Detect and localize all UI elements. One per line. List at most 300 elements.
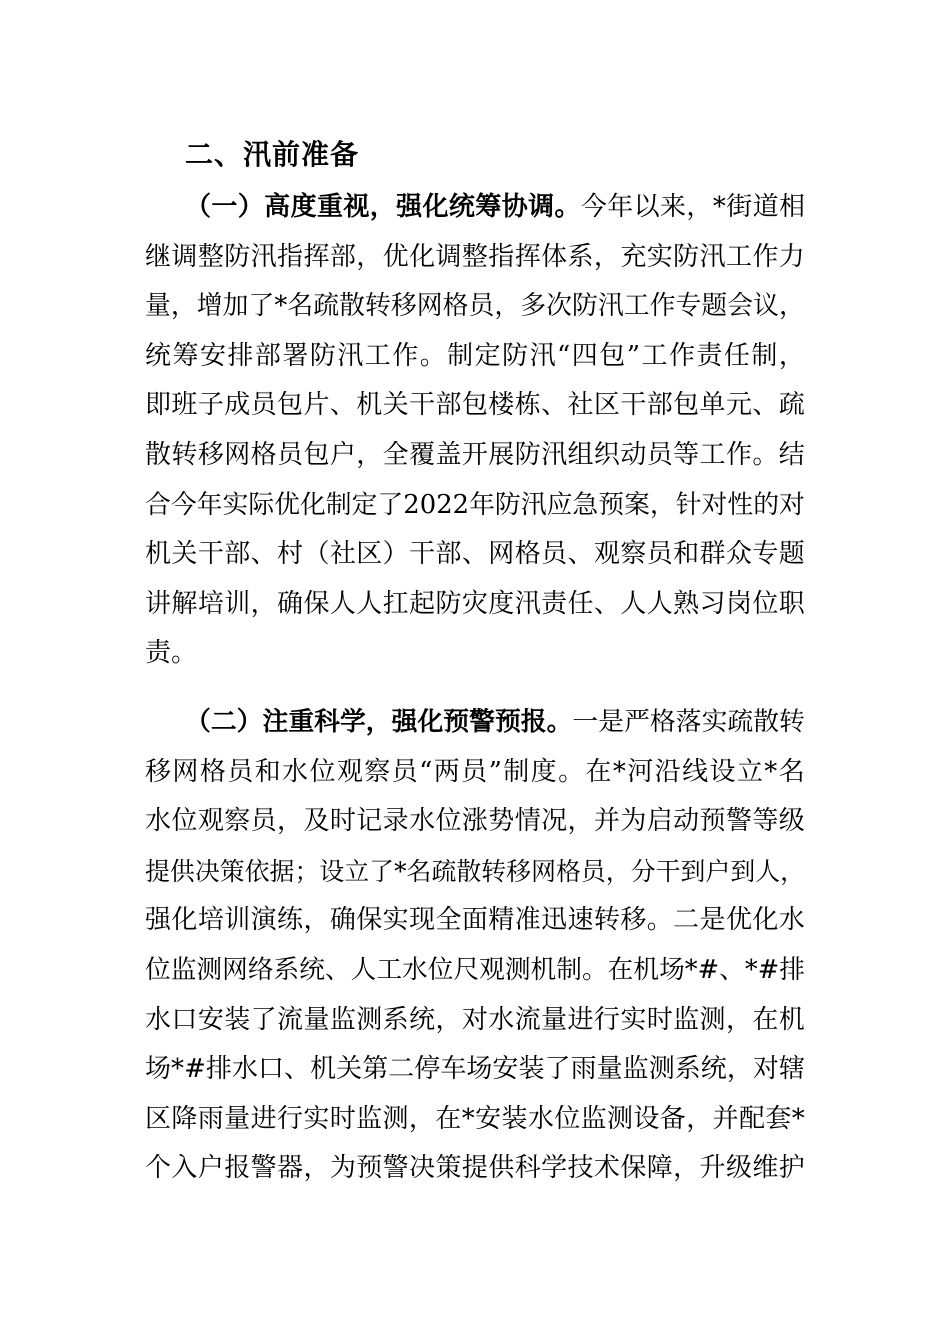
paragraph-line-text-char: 指	[277, 241, 304, 272]
paragraph-1-bold-lead-char: 统	[448, 192, 475, 222]
paragraph-line-text-char: 转	[481, 856, 507, 886]
paragraph-line-text-char: 题	[701, 291, 728, 322]
paragraph-line-text-char: 任	[567, 588, 594, 619]
paragraph-line-text-char: 测	[607, 1103, 634, 1134]
paragraph-line-text-char: ，	[303, 905, 330, 936]
paragraph-line-text-char: 实	[303, 1103, 330, 1134]
paragraph-line-text-char: 、	[461, 539, 488, 570]
paragraph-line-text-char: 人	[755, 856, 781, 886]
paragraph-line-text-char: ，	[170, 291, 197, 322]
paragraph-line-text-char: 干	[197, 539, 224, 570]
paragraph-line-text-char: “	[557, 340, 571, 371]
section-heading: 二、汛前准备	[185, 138, 360, 171]
paragraph-line-text-char: 线	[682, 756, 709, 787]
paragraph-line-text-char: 系	[567, 241, 594, 272]
paragraph-line-text-char: 责	[541, 588, 568, 619]
paragraph-line-text-char: 警	[725, 806, 752, 837]
paragraph-line-text-char: 记	[356, 806, 383, 837]
paragraph-line-text-char: 汛	[250, 241, 277, 272]
paragraph-line-text-char: 观	[479, 954, 505, 985]
paragraph-line-text-char: 尺	[453, 954, 480, 985]
paragraph-line-text-char: 网	[488, 539, 515, 570]
paragraph-line-text-char: 讲	[145, 588, 172, 619]
paragraph-line-text-char: 、	[567, 539, 594, 570]
paragraph-line-text-char: 保	[356, 905, 383, 936]
paragraph-line-text-char: 排	[779, 954, 805, 985]
paragraph-line-text-char: 户	[197, 1153, 224, 1184]
paragraph-line-text-char: 装	[518, 1054, 545, 1085]
paragraph-line-text-char: 汛	[541, 439, 568, 470]
paragraph-line-text-char: 四	[571, 340, 598, 371]
paragraph-line	[145, 233, 805, 283]
paragraph-line	[145, 748, 805, 798]
paragraph-line-text-char: 安	[197, 1004, 224, 1035]
paragraph-line-text-char: *	[684, 954, 698, 985]
paragraph-line-text-char: 防	[514, 439, 541, 470]
paragraph-line-text-char: 。	[646, 905, 673, 936]
paragraph-line-text-char: 防	[571, 291, 598, 322]
paragraph-line-text-char: ）	[382, 539, 409, 570]
paragraph-line-text-char: 立	[736, 756, 763, 787]
paragraph-line-text-char: 升	[699, 1153, 726, 1184]
paragraph-line-text-char: 供	[169, 856, 195, 886]
paragraph-line-text-char: 展	[488, 439, 515, 470]
paragraph-1-bold-lead-char: 视	[343, 192, 370, 222]
paragraph-line-text-char: 统	[700, 1054, 727, 1085]
paragraph-line-text-char: 整	[461, 241, 488, 272]
paragraph-line-text-char: 排	[227, 340, 254, 371]
paragraph-line-text-char: 名	[287, 291, 314, 322]
paragraph-line-text-char: 停	[414, 1054, 441, 1085]
paragraph-line-text-char: 2	[403, 489, 420, 520]
paragraph-line-text-char: ，	[494, 291, 521, 322]
paragraph-line-text-char: 关	[171, 539, 198, 570]
paragraph-line-text-char: 进	[567, 1004, 594, 1035]
paragraph-line-text-char: 化	[299, 489, 326, 520]
paragraph-line-text-char: 部	[254, 340, 281, 371]
paragraph-line-text-char: 议	[753, 291, 779, 322]
paragraph-line-text-char: 行	[276, 1103, 303, 1134]
paragraph-line-text-char: ”	[626, 340, 641, 371]
paragraph-line-text-char: 监	[170, 954, 197, 985]
paragraph-line-text-char: 户	[705, 856, 731, 886]
paragraph-line-text-char: 作	[649, 291, 676, 322]
paragraph-line-text-char: 级	[725, 1153, 752, 1184]
paragraph-line-text-char: 增	[196, 291, 223, 322]
paragraph-2-bold-lead-char: 重	[288, 707, 315, 737]
paragraph-line	[145, 580, 805, 630]
paragraph-line-text-char: 对	[461, 1004, 488, 1035]
paragraph-line-text-char: 在	[435, 1103, 462, 1134]
paragraph-line-text-char: *	[791, 1103, 805, 1134]
paragraph-line-text-char: 制	[503, 756, 530, 787]
paragraph-line-text-char: 两	[433, 756, 460, 787]
paragraph-line-text-char: 开	[461, 439, 488, 470]
paragraph-line-text-char: 工	[623, 291, 650, 322]
paragraph-line-text-char: 整	[197, 241, 224, 272]
paragraph-line-text-char: 片	[303, 390, 330, 421]
paragraph-line-text-char: 加	[222, 291, 249, 322]
paragraph-line-text-char: 监	[673, 1004, 700, 1035]
paragraph-line-text-char: *	[171, 1054, 185, 1085]
paragraph-line-text-char: 优	[382, 241, 409, 272]
paragraph-line-text-char: 分	[630, 856, 656, 886]
paragraph-line-text-char: 位	[554, 1103, 581, 1134]
paragraph-line-text-char: 多	[520, 291, 547, 322]
paragraph-line-text-char: 提	[145, 856, 170, 886]
paragraph-line-text-char: 机	[530, 954, 557, 985]
paragraph-line-text-char: 量	[145, 291, 171, 322]
paragraph-1	[145, 183, 805, 679]
paragraph-line-text-char: 人	[350, 954, 377, 985]
paragraph-line-text-char: 干	[620, 390, 647, 421]
paragraph-line-text-char: 在	[752, 1004, 779, 1035]
paragraph-line-text-char: 汛	[514, 588, 541, 619]
paragraph-1-bold-lead-char: 协	[501, 192, 528, 222]
paragraph-line-text-char: 际	[248, 489, 275, 520]
paragraph-line-text-char: #	[697, 954, 720, 985]
paragraph-line-text-char: 作	[725, 439, 752, 470]
paragraph-line-text-char: 和	[673, 539, 700, 570]
paragraph-line-text-char: 作	[392, 340, 419, 371]
paragraph-line-text-char: ，	[605, 856, 631, 886]
paragraph-line-text-char: 关	[336, 1054, 363, 1085]
paragraph-line-text-char: 实	[620, 1004, 647, 1035]
paragraph-line-text-char: 挥	[303, 241, 330, 272]
paragraph-line-text-char: 机	[778, 1004, 805, 1035]
paragraph-line-text-char: ；	[294, 856, 320, 886]
paragraph-1-bold-lead-char: （	[185, 192, 212, 222]
paragraph-line-text-char: 机	[310, 1054, 337, 1085]
paragraph-1-bold-lead-char: ，	[369, 192, 396, 222]
paragraph-line-text-char: 了	[544, 1054, 571, 1085]
paragraph-line-text-char: 元	[725, 390, 752, 421]
paragraph-line-text-char: 时	[646, 1004, 673, 1035]
paragraph-line-text-char: 制	[325, 489, 352, 520]
paragraph-line-text-char: 决	[194, 856, 220, 886]
paragraph-line-text-char: 面	[461, 905, 488, 936]
paragraph-line-text-char: 网	[416, 291, 443, 322]
paragraph-line-text-char: ，	[277, 806, 304, 837]
paragraph-line-text-char: 、	[719, 954, 745, 985]
paragraph-line-text-char: 员	[541, 539, 568, 570]
paragraph-line	[145, 946, 805, 996]
paragraph-2-bold-lead-char: 。	[546, 707, 573, 737]
paragraph-line-text-char: 为	[620, 806, 647, 837]
paragraph-2-bold-lead-char: 预	[494, 707, 521, 737]
paragraph-line-text-char: 位	[752, 588, 779, 619]
paragraph-line-text-char: 作	[668, 340, 695, 371]
paragraph-line-text-char: ，	[593, 241, 620, 272]
paragraph-line-text-char: 制	[556, 954, 582, 985]
paragraph-line	[145, 797, 805, 847]
paragraph-line-text-char: 员	[391, 756, 418, 787]
paragraph-line-text-char: 作	[752, 241, 779, 272]
paragraph-line-text-char: 转	[593, 905, 620, 936]
paragraph-line	[145, 847, 805, 897]
paragraph-1-bold-lead-char: 一	[211, 192, 238, 222]
paragraph-line-text-char: 网	[172, 756, 199, 787]
paragraph-line-text-char: 等	[673, 439, 700, 470]
paragraph-line-text-char: 场	[145, 1054, 172, 1085]
paragraph-line-text-char: 疏	[431, 856, 457, 886]
paragraph-line-text-char: 二	[388, 1054, 415, 1085]
paragraph-line-text-char: 责	[696, 340, 723, 371]
paragraph-line-text-char: 障	[646, 1153, 673, 1184]
paragraph-line-text-char: 训	[224, 588, 251, 619]
paragraph-line-text-char: *	[394, 856, 407, 886]
paragraph-line-text-char: 决	[409, 1153, 436, 1184]
paragraph-line-text-char: 量	[224, 1103, 251, 1134]
paragraph-line-text-char: 启	[646, 806, 673, 837]
paragraph-2-bold-lead-char: 二	[210, 707, 237, 737]
paragraph-line-text-char: 实	[646, 241, 673, 272]
paragraph-line-text-char: 年	[469, 489, 495, 520]
paragraph-line-text-char: 移	[620, 905, 647, 936]
paragraph-line-text-char: 转	[171, 439, 198, 470]
paragraph-line-text-char: *	[612, 756, 626, 787]
paragraph-line-text-char: 机	[356, 390, 383, 421]
paragraph-line-text-char: 机	[633, 954, 660, 985]
paragraph-line-text-char: 人	[620, 588, 647, 619]
paragraph-line-text-char: 动	[673, 806, 700, 837]
paragraph-line-text-char: 散	[456, 856, 482, 886]
paragraph-line-text-char: 严	[624, 707, 650, 737]
paragraph-line-text-char: 统	[299, 954, 325, 985]
paragraph-line-text-char: 统	[409, 1004, 436, 1035]
paragraph-line-text-char: 场	[466, 1054, 493, 1085]
paragraph-line-text-char: 员	[468, 291, 495, 322]
paragraph-line-text-char: 防	[502, 340, 529, 371]
paragraph-line-text-char: 立	[344, 856, 370, 886]
paragraph-line-text-char: 、	[284, 1054, 311, 1085]
paragraph-line-text-char: 年	[607, 192, 634, 222]
paragraph-line-text-char: 栋	[514, 390, 541, 421]
paragraph-line-text-char: 关	[382, 390, 409, 421]
paragraph-line-text-char: 工	[699, 439, 726, 470]
paragraph-line-text-char: 了	[248, 291, 275, 322]
paragraph-line-text-char: 级	[778, 806, 805, 837]
paragraph-line-text-char: ，	[778, 340, 805, 371]
paragraph-line-text-char: 保	[303, 588, 330, 619]
paragraph-line-text-char: *	[764, 756, 778, 787]
paragraph-line-text-char: 确	[329, 905, 356, 936]
paragraph-line-text-char: 精	[488, 905, 515, 936]
paragraph-line-text-char: 练	[277, 905, 304, 936]
paragraph-line-text-char: 干	[409, 539, 436, 570]
paragraph-line-text-char: 员	[646, 539, 673, 570]
paragraph-line-text: 责。	[145, 638, 198, 669]
paragraph-line-text-char: 调	[171, 241, 198, 272]
paragraph-line-text-char: 起	[409, 588, 436, 619]
paragraph-line-text-char: ，	[567, 806, 594, 837]
paragraph-line-text-char: 机	[145, 539, 172, 570]
paragraph-line-text-char: 和	[254, 756, 281, 787]
paragraph-line-text-char: 定	[474, 340, 501, 371]
paragraph-line-text-char: 场	[659, 954, 685, 985]
paragraph-line-text-char: 对	[752, 1054, 779, 1085]
paragraph-line-text-char: 包	[599, 340, 626, 371]
paragraph-line-text-char: 格	[514, 539, 541, 570]
paragraph-line-text-char: 汛	[529, 340, 556, 371]
paragraph-line-text-char: 技	[567, 1153, 594, 1184]
paragraph-line-text-char: 力	[778, 241, 805, 272]
paragraph-line-text-char: ，	[725, 1004, 752, 1035]
paragraph-line-text-char: 员	[250, 390, 277, 421]
paragraph-line-text-char: 安	[475, 1103, 502, 1134]
paragraph-line-text-char: 制	[447, 340, 474, 371]
paragraph-line-text-char: 涨	[461, 806, 488, 837]
paragraph-2-bold-lead-char: 预	[443, 707, 470, 737]
paragraph-line-text-char: 来	[660, 192, 687, 222]
paragraph-line-text-char: 配	[738, 1103, 765, 1134]
paragraph-line-text-char: 落	[675, 707, 702, 737]
paragraph-line-text-char: 并	[593, 806, 620, 837]
paragraph-line-text-char: 工	[725, 241, 752, 272]
paragraph-line-text-char: 。	[419, 340, 446, 371]
paragraph-line-text-char: 雨	[197, 1103, 224, 1134]
paragraph-line-text-char: 沿	[654, 756, 681, 787]
paragraph-2-bold-lead-char: ，	[365, 707, 392, 737]
paragraph-line-text-char: （	[303, 539, 330, 570]
paragraph-line-text-char: 预	[356, 1153, 383, 1184]
paragraph-line	[145, 1144, 805, 1194]
paragraph-line-text-char: 筹	[172, 340, 199, 371]
paragraph-line	[145, 1095, 805, 1145]
paragraph-line-text-char: 套	[765, 1103, 792, 1134]
paragraph-line-text-char: 习	[699, 588, 726, 619]
paragraph-line-text-char: 区	[145, 1103, 172, 1134]
paragraph-line-text-char: 充	[620, 241, 647, 272]
paragraph-line-text-char: 量	[596, 1054, 623, 1085]
paragraph-line-text-char: 岗	[725, 588, 752, 619]
paragraph-line-text-char: 任	[723, 340, 750, 371]
paragraph-line-text-char: 部	[329, 241, 356, 272]
paragraph-2-bold-lead-char: 科	[314, 707, 340, 737]
paragraph-line-text-char: 络	[247, 954, 274, 985]
paragraph-line-text-char: 准	[514, 905, 541, 936]
paragraph-line-text-char: *	[461, 1103, 475, 1134]
paragraph-line-text-char: 水	[488, 1004, 515, 1035]
paragraph-line-text-char: ，	[673, 1153, 700, 1184]
paragraph-line-text-char: 干	[409, 390, 436, 421]
paragraph-line-text-char: 、	[250, 539, 277, 570]
paragraph-line-text-char: 即	[145, 390, 172, 421]
paragraph-line	[145, 1045, 805, 1095]
paragraph-line-text-char: 了	[369, 856, 395, 886]
paragraph-line-text-char: 包	[277, 390, 304, 421]
paragraph-line-text-char: 对	[779, 489, 805, 520]
paragraph-line-text-char: *	[712, 192, 726, 222]
paragraph-line-text-char: 系	[273, 954, 300, 985]
paragraph-line-text-char: 结	[778, 439, 805, 470]
paragraph-line-text-char: 实	[382, 905, 409, 936]
paragraph-line-text-char: 度	[530, 756, 557, 787]
paragraph-line-text-char: 器	[277, 1153, 304, 1184]
paragraph-line-text-char: 包	[673, 390, 700, 421]
paragraph-line-text-char: 题	[778, 539, 805, 570]
paragraph-1-bold-lead-char: 强	[396, 192, 423, 222]
paragraph-line-text-char: 监	[580, 1103, 607, 1134]
paragraph-line-text-char: 察	[224, 806, 251, 837]
paragraph-line-text-char: 户	[329, 439, 356, 470]
paragraph-line-text-char: 人	[646, 588, 673, 619]
paragraph-line-text-char: 防	[673, 241, 700, 272]
paragraph-line-text-char: 现	[409, 905, 436, 936]
paragraph-line-text-char: 全	[382, 439, 409, 470]
paragraph-line	[145, 481, 805, 531]
paragraph-line-text-char: 人	[329, 588, 356, 619]
paragraph-line-text-char: 汛	[337, 340, 364, 371]
paragraph-line-text-char: 相	[778, 192, 805, 222]
paragraph-line-text-char: 观	[593, 539, 620, 570]
paragraph-2-bold-lead-char: 强	[391, 707, 418, 737]
paragraph-line-text-char: 0	[419, 489, 437, 520]
paragraph-line-text-char: 工	[376, 954, 403, 985]
paragraph-line-text-char: 量	[541, 1004, 568, 1035]
paragraph-line-text-char: 。	[752, 439, 779, 470]
paragraph-line-text-char: 署	[282, 340, 309, 371]
paragraph-line-text-char: 系	[382, 1004, 409, 1035]
paragraph-line-text-char: 部	[435, 539, 462, 570]
paragraph-line-text-char: 格	[555, 856, 581, 886]
paragraph-line-text-char: 水	[231, 1054, 258, 1085]
paragraph-line-text-char: 村	[277, 539, 304, 570]
paragraph-line-text-char: 第	[362, 1054, 389, 1085]
paragraph-line	[145, 698, 805, 748]
paragraph-line-text-char: ，	[250, 588, 277, 619]
paragraph-line-text-char: 化	[752, 905, 779, 936]
paragraph-line-text-char: 区	[593, 390, 620, 421]
paragraph-line	[145, 282, 805, 332]
paragraph-line-text-char: 位	[435, 806, 462, 837]
paragraph-line-text-char: ，	[408, 1103, 435, 1134]
paragraph-line-text-char: 监	[329, 1004, 356, 1035]
paragraph-line-text-char: ，	[303, 1153, 330, 1184]
paragraph-line-text-char: ，	[649, 489, 676, 520]
paragraph-line-text-char: 测	[648, 1054, 675, 1085]
paragraph-line-text-char: 应	[546, 489, 573, 520]
paragraph-line-text-char: 入	[171, 1153, 198, 1184]
paragraph-line-text-char: 位	[309, 756, 336, 787]
paragraph-line-text-char: 全	[435, 905, 462, 936]
paragraph-line-text-char: 散	[339, 291, 365, 322]
paragraph-line-text-char: 年	[196, 489, 223, 520]
paragraph-line-text-char: 水	[282, 756, 309, 787]
paragraph-line-text-char: 案	[624, 489, 650, 520]
paragraph-2-bold-lead-char: ）	[236, 707, 263, 737]
paragraph-2-bold-lead-char: 警	[469, 707, 495, 737]
paragraph-line-text-char: 量	[303, 1004, 330, 1035]
paragraph-line-text-char: 实	[701, 707, 728, 737]
paragraph-line-text-char: 体	[541, 241, 568, 272]
paragraph-line-text-char: 培	[197, 905, 224, 936]
paragraph-line-text-char: 优	[274, 489, 300, 520]
paragraph-line-text-char: 部	[646, 390, 673, 421]
paragraph-line-text-char: 定	[351, 489, 378, 520]
paragraph-line-text-char: ，	[780, 856, 805, 886]
paragraph-line-text-char: 疏	[313, 291, 340, 322]
paragraph-line-text-char: 是	[598, 707, 625, 737]
paragraph-line-text-char: 组	[567, 439, 594, 470]
paragraph-line-text-char: 员	[646, 439, 673, 470]
paragraph-line-text-char: 员	[580, 856, 606, 886]
paragraph-line-text-char: 进	[250, 1103, 277, 1134]
paragraph-line-text-char: 疏	[778, 390, 805, 421]
paragraph-line-text-char: 会	[727, 291, 754, 322]
paragraph-line-text-char: 观	[197, 806, 224, 837]
paragraph-line-text-char: 转	[779, 707, 805, 737]
